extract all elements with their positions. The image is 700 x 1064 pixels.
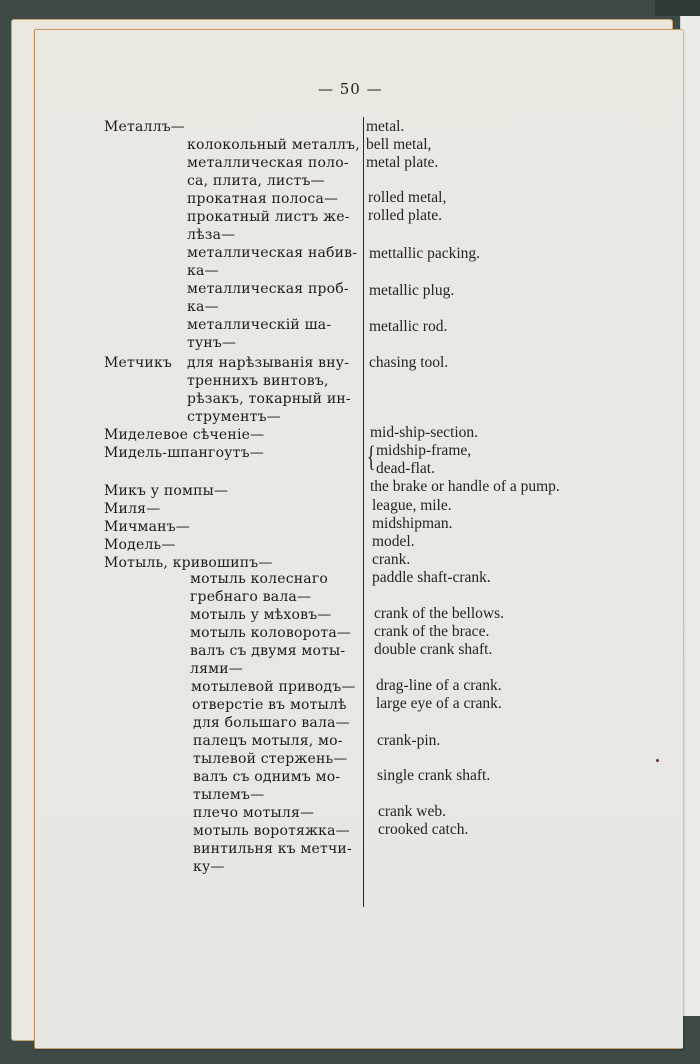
headword: Мидель-шпангоутъ—: [104, 445, 264, 461]
subentry: ка—: [187, 263, 219, 279]
brace-glyph: {: [366, 440, 376, 473]
headword: Мотыль, кривошипъ—: [104, 555, 273, 571]
translation: rolled plate.: [368, 207, 443, 224]
translation: midship-frame,: [376, 442, 472, 459]
translation: drag-line of a crank.: [376, 677, 502, 694]
subentry: прокатный листъ же-: [187, 209, 350, 225]
subentry: металлическая набив-: [187, 245, 358, 261]
page-number: — 50 —: [318, 80, 383, 98]
subentry: гребнаго вала—: [190, 589, 312, 605]
subentry: колокольный металлъ,: [187, 137, 360, 153]
subentry: тылемъ—: [193, 787, 265, 803]
paper-speck: [656, 759, 659, 762]
translation: paddle shaft-crank.: [372, 569, 491, 586]
subentry: металлическая поло-: [187, 155, 349, 171]
subentry: винтильня къ метчи-: [193, 841, 352, 857]
subentry: лями—: [190, 661, 243, 677]
headword: Миделевое сѣченіе—: [104, 427, 265, 443]
translation: metallic plug.: [369, 282, 455, 299]
binding-spine: [655, 0, 700, 16]
headword: Модель—: [104, 537, 176, 553]
translation: mettallic packing.: [369, 245, 481, 262]
translation: metallic rod.: [369, 318, 448, 335]
translation: crank of the bellows.: [374, 605, 504, 622]
subentry: треннихъ винтовъ,: [187, 373, 329, 389]
translation: midshipman.: [372, 515, 453, 532]
next-page-edge: [680, 16, 700, 1016]
translation: model.: [372, 533, 415, 550]
subentry: мотыль коловорота—: [190, 625, 352, 641]
subentry: рѣзакъ, токарный ин-: [187, 391, 351, 407]
headword: Миля—: [104, 501, 161, 517]
subentry: мотылевой приводъ—: [191, 679, 356, 695]
headword: Металлъ—: [104, 119, 186, 135]
subentry: валъ съ однимъ мо-: [193, 769, 341, 785]
subentry: металлическая проб-: [187, 281, 349, 297]
translation: metal.: [366, 118, 405, 135]
subentry: мотыль воротяжка—: [193, 823, 350, 839]
subentry: для большаго вала—: [193, 715, 350, 731]
subentry: струментъ—: [187, 409, 281, 425]
translation: chasing tool.: [369, 354, 449, 371]
translation: single crank shaft.: [377, 767, 491, 784]
translation: mid-ship-section.: [370, 424, 479, 441]
subentry: ка—: [187, 299, 219, 315]
subentry: са, плита, листъ—: [187, 173, 325, 189]
subentry: тылевой стержень—: [193, 751, 348, 767]
headword: Мичманъ—: [104, 519, 190, 535]
translation: large eye of a crank.: [376, 695, 502, 712]
headword-metchik: Метчикъ: [104, 355, 173, 371]
subentry: для нарѣзыванія вну-: [187, 355, 350, 371]
translation: league, mile.: [372, 497, 452, 514]
translation: crank-pin.: [377, 732, 441, 749]
subentry: ку—: [193, 859, 225, 875]
translation: the brake or handle of a pump.: [370, 478, 560, 495]
subentry: лѣза—: [187, 227, 236, 243]
translation: dead-flat.: [376, 460, 435, 477]
subentry: отверстіе въ мотылѣ: [192, 697, 347, 713]
translation: double crank shaft.: [374, 641, 493, 658]
subentry: валъ съ двумя моты-: [190, 643, 346, 659]
headword: Микъ у помпы—: [104, 483, 229, 499]
translation: crooked catch.: [378, 821, 469, 838]
column-divider: [363, 117, 364, 907]
subentry: металлическій ша-: [187, 317, 332, 333]
subentry: мотыль у мѣховъ—: [190, 607, 332, 623]
subentry: палецъ мотыля, мо-: [193, 733, 343, 749]
translation: rolled metal,: [368, 189, 447, 206]
subentry: плечо мотыля—: [193, 805, 315, 821]
subentry: мотыль колеснаго: [190, 571, 329, 587]
translation: bell metal,: [366, 136, 432, 153]
translation: metal plate.: [366, 154, 439, 171]
translation: crank of the brace.: [374, 623, 490, 640]
translation: crank.: [372, 551, 411, 568]
subentry: прокатная полоса—: [187, 191, 339, 207]
subentry: тунъ—: [187, 335, 237, 351]
translation: crank web.: [378, 803, 446, 820]
